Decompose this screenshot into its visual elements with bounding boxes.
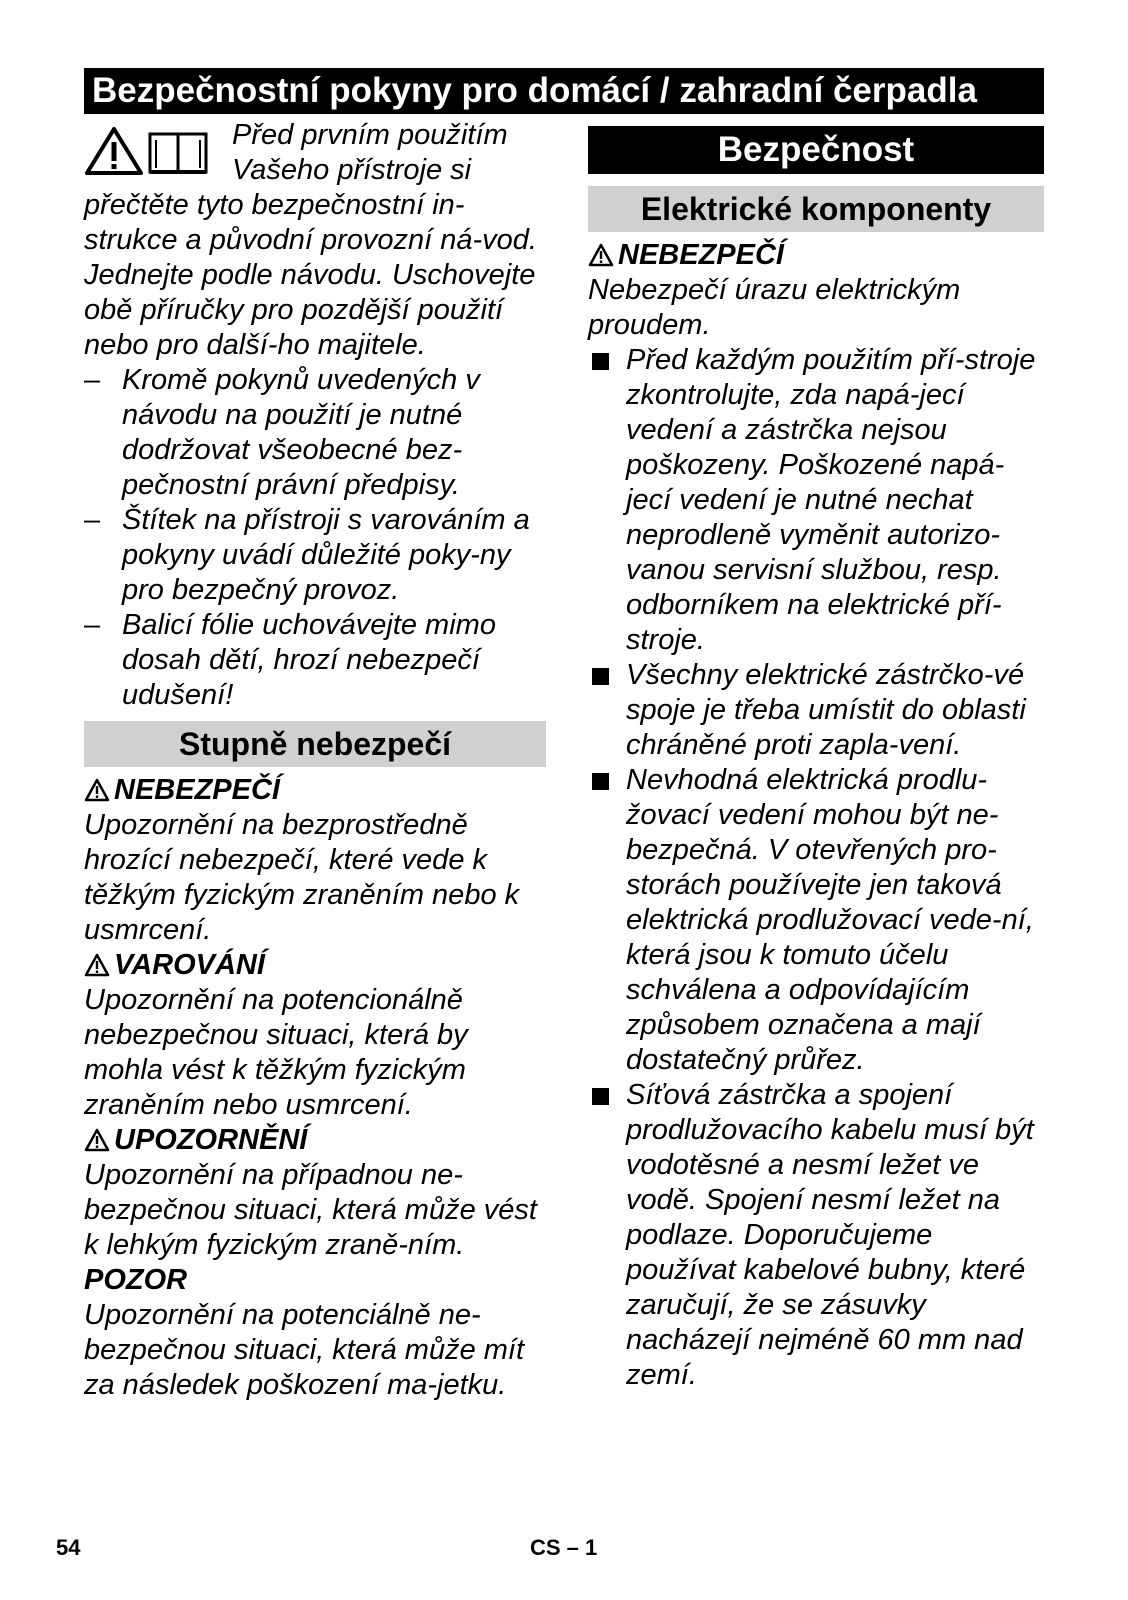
warning-and-manual-icon [84, 126, 212, 176]
signal-description: Upozornění na potenciálně ne-bezpečnou situaci, která může mít za následek poškození ma-jetku. [84, 1299, 525, 1401]
level-caution [84, 1123, 546, 1263]
bullet-square-icon [592, 1088, 609, 1105]
dash-item-text: Balicí fólie uchovávejte mimo dosah dětí, hrozí nebezpečí udušení! [122, 609, 496, 711]
signal-word: UPOZORNĚNÍ [84, 1123, 546, 1158]
intro-line-2: Vašeho přístroje si [232, 154, 472, 186]
dash-item-3 [84, 608, 546, 713]
level-notice [84, 1263, 546, 1403]
right-column [588, 118, 1044, 1393]
bullet-square-icon [592, 668, 609, 685]
subsection-heading-electrical: Elektrické komponenty [588, 186, 1044, 232]
signal-word: VAROVÁNÍ [84, 948, 546, 983]
warning-triangle-icon [84, 953, 110, 977]
signal-word-pozor: POZOR [84, 1264, 188, 1296]
bullet-text: Síťová zástrčka a spojení prodlužovacího kabelu musí být vodotěsné a nesmí ležet ve vodě. Spojení nesmí ležet na podlaze. Doporučujeme používat kabelové bubny, které zaručují, že se zásuvky nacházejí nejméně 60 mm nad zemí. [626, 1079, 1034, 1391]
section-code: CS – 1 [530, 1535, 598, 1560]
dash-item-text: Štítek na přístroji s varováním a pokyny uvádí důležité poky-ny pro bezpečný provoz. [122, 504, 530, 606]
signal-word: NEBEZPEČÍ [588, 238, 1044, 273]
intro-text: přečtěte tyto bezpečnostní in-strukce a původní provozní ná-vod. Jednejte podle návodu. Uschovejte obě příručky pro pozdější použití nebo pro další-ho majitele. [84, 189, 537, 361]
bullet-square-icon [592, 353, 609, 370]
danger-description: Nebezpečí úrazu elektrickým proudem. [588, 274, 961, 341]
page-number: 54 [56, 1535, 81, 1560]
bullet-text: Před každým použitím pří-stroje zkontrolujte, zda napá-jecí vedení a zástrčka nejsou poškozeny. Poškozené napá-jecí vedení je nutné nechat neprodleně vyměnit autorizo-vanou servisní službou, resp. odborníkem na elektrické pří-stroje. [626, 344, 1036, 656]
dash-marker: – [84, 364, 101, 396]
bullet-text: Všechny elektrické zástrčko-vé spoje je třeba umístit do oblasti chráněné proti zapla-vení. [626, 659, 1026, 761]
warning-triangle-icon [588, 243, 614, 267]
warning-triangle-icon [84, 1128, 110, 1152]
left-column [84, 118, 546, 1403]
bullet-item-1 [588, 343, 1044, 658]
bullet-text: Nevhodná elektrická prodlu-žovací vedení mohou být ne-bezpečná. V otevřených pro-storách používejte jen taková elektrická prodlužovací vede-ní, která jsou k tomuto účelu schválena a odpovídajícím způsobem označena a mají dostatečný průřez. [626, 764, 1034, 1076]
signal-description: Upozornění na bezprostředně hrozící nebezpečí, které vede k těžkým fyzickým zraněním nebo k usmrcení. [84, 809, 520, 946]
bullet-item-4 [588, 1078, 1044, 1393]
signal-description: Upozornění na potencionálně nebezpečnou situaci, která by mohla vést k těžkým fyzickým zraněním nebo usmrcení. [84, 984, 468, 1121]
section-heading-danger-levels: Stupně nebezpečí [84, 721, 546, 767]
warning-triangle-icon [84, 778, 110, 802]
bullet-item-3 [588, 763, 1044, 1078]
signal-description: Upozornění na případnou ne-bezpečnou situaci, která může vést k lehkým fyzickým zraně-ním. [84, 1159, 537, 1261]
dash-item-2 [84, 503, 546, 608]
dash-marker: – [84, 609, 101, 641]
dash-marker: – [84, 504, 101, 536]
intro-paragraph [84, 118, 546, 363]
dash-item-text: Kromě pokynů uvedených v návodu na použití je nutné dodržovat všeobecné bez-pečnostní právní předpisy. [122, 364, 480, 501]
bullet-item-2 [588, 658, 1044, 763]
bullet-square-icon [592, 773, 609, 790]
signal-word: NEBEZPEČÍ [84, 773, 546, 808]
intro-line-1: Před prvním použitím [232, 119, 508, 151]
section-heading-safety: Bezpečnost [588, 126, 1044, 174]
dash-item-1 [84, 363, 546, 503]
level-warning [84, 948, 546, 1123]
level-danger [84, 773, 546, 948]
page-title: Bezpečnostní pokyny pro domácí / zahradní čerpadla [84, 68, 1044, 114]
